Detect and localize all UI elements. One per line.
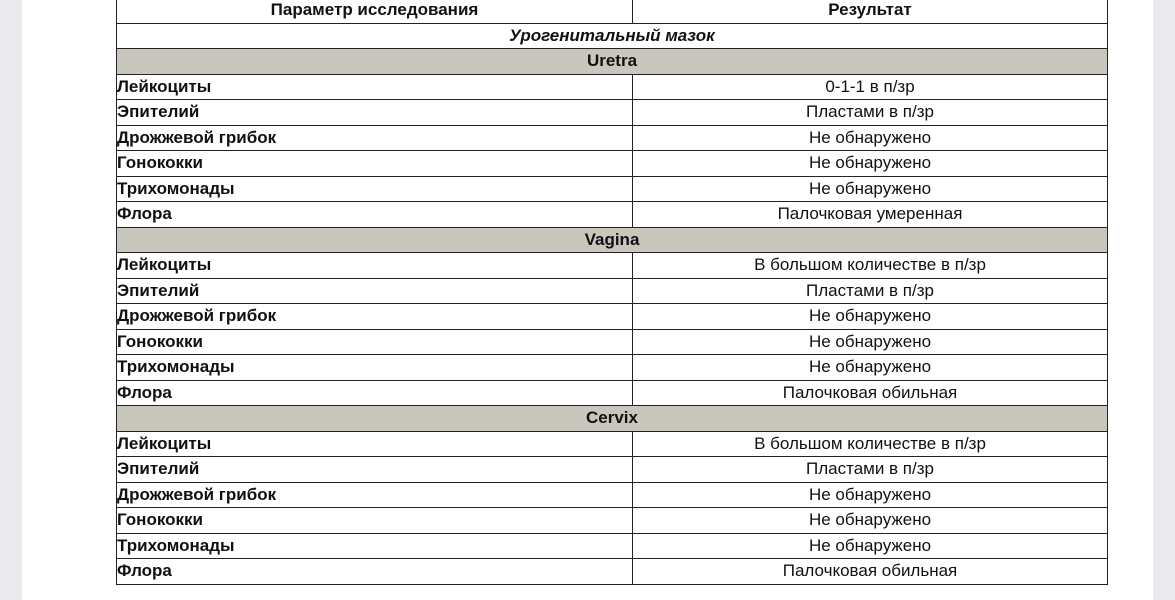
table-title-row (117, 23, 1108, 49)
results-table (116, 0, 1108, 585)
row-param: Гонококки (117, 508, 633, 534)
row-param: Трихомонады (117, 176, 633, 202)
row-value: Не обнаружено (633, 482, 1108, 508)
row-param: Эпителий (117, 100, 633, 126)
table-row (117, 253, 1108, 279)
row-param: Эпителий (117, 278, 633, 304)
row-value: Палочковая умеренная (633, 202, 1108, 228)
row-value: Не обнаружено (633, 355, 1108, 381)
row-param: Лейкоциты (117, 431, 633, 457)
row-param: Лейкоциты (117, 74, 633, 100)
row-value: Не обнаружено (633, 329, 1108, 355)
row-param: Дрожжевой грибок (117, 304, 633, 330)
row-value: Не обнаружено (633, 176, 1108, 202)
section-title-vagina: Vagina (117, 227, 1108, 253)
table-row (117, 125, 1108, 151)
row-value: Не обнаружено (633, 533, 1108, 559)
section-row (117, 49, 1108, 75)
table-row (117, 431, 1108, 457)
table-row (117, 74, 1108, 100)
row-param: Эпителий (117, 457, 633, 483)
row-value: В большом количестве в п/зр (633, 431, 1108, 457)
table-row (117, 482, 1108, 508)
table-row (117, 151, 1108, 177)
header-param: Параметр исследования (117, 0, 633, 23)
table-row (117, 176, 1108, 202)
table-row (117, 100, 1108, 126)
row-value: Не обнаружено (633, 304, 1108, 330)
row-value: Не обнаружено (633, 151, 1108, 177)
document-page (22, 0, 1153, 600)
row-param: Лейкоциты (117, 253, 633, 279)
row-param: Дрожжевой грибок (117, 125, 633, 151)
header-result: Результат (633, 0, 1108, 23)
row-param: Флора (117, 380, 633, 406)
table-row (117, 304, 1108, 330)
row-param: Трихомонады (117, 533, 633, 559)
table-row (117, 508, 1108, 534)
row-value: В большом количестве в п/зр (633, 253, 1108, 279)
row-value: Не обнаружено (633, 125, 1108, 151)
section-title-uretra: Uretra (117, 49, 1108, 75)
row-param: Гонококки (117, 329, 633, 355)
row-param: Дрожжевой грибок (117, 482, 633, 508)
table-row (117, 278, 1108, 304)
table-row (117, 380, 1108, 406)
row-value: Не обнаружено (633, 508, 1108, 534)
table-row (117, 329, 1108, 355)
section-row (117, 406, 1108, 432)
row-value: Пластами в п/зр (633, 278, 1108, 304)
section-row (117, 227, 1108, 253)
row-param: Трихомонады (117, 355, 633, 381)
table-row (117, 559, 1108, 585)
row-param: Флора (117, 559, 633, 585)
row-param: Флора (117, 202, 633, 228)
row-value: Палочковая обильная (633, 559, 1108, 585)
table-row (117, 355, 1108, 381)
section-title-cervix: Cervix (117, 406, 1108, 432)
table-row (117, 457, 1108, 483)
table-row (117, 533, 1108, 559)
row-value: Пластами в п/зр (633, 457, 1108, 483)
table-header-row (117, 0, 1108, 23)
row-value: 0-1-1 в п/зр (633, 74, 1108, 100)
row-value: Пластами в п/зр (633, 100, 1108, 126)
table-row (117, 202, 1108, 228)
table-title: Урогенитальный мазок (117, 23, 1108, 49)
row-param: Гонококки (117, 151, 633, 177)
row-value: Палочковая обильная (633, 380, 1108, 406)
